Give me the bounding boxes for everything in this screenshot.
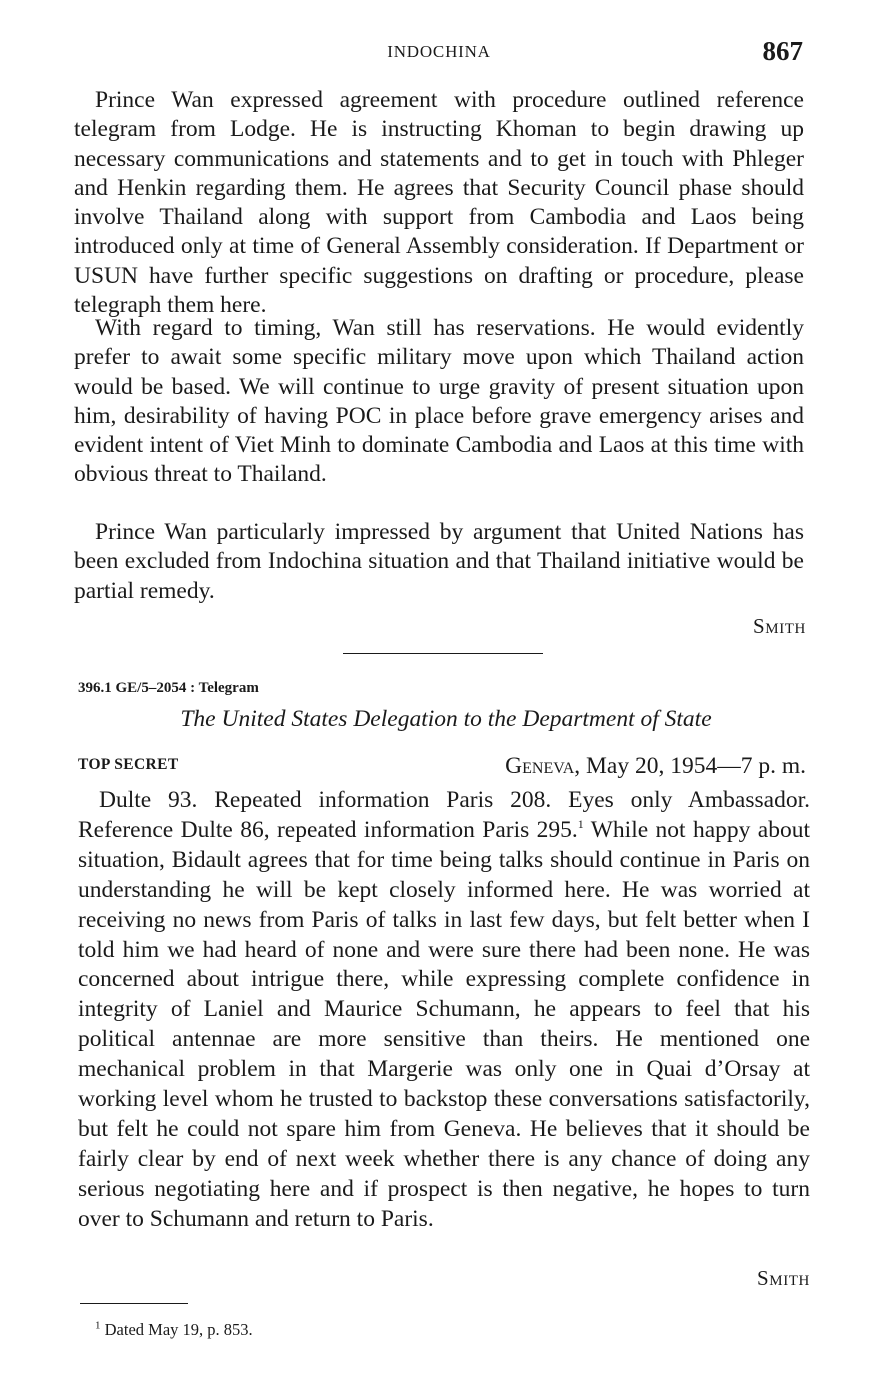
- dateline-place: Geneva: [505, 753, 575, 779]
- footnote-marker: 1: [95, 1319, 101, 1332]
- footnote: [95, 1320, 253, 1340]
- dateline: [505, 753, 806, 780]
- footnote-text: Dated May 19, p. 853.: [100, 1320, 253, 1339]
- section-divider: [343, 653, 543, 654]
- telegram-body-part-1: Dulte 93. Repeated information Paris 208. Eyes only Ambassador. Reference Dulte 86, repeated information Paris 295.: [78, 787, 810, 843]
- document-title: The United States Delegation to the Department of State: [180, 706, 712, 732]
- classification-label: TOP SECRET: [78, 756, 179, 773]
- paragraph-3: Prince Wan particularly impressed by argument that United Nations has been excluded from Indochina situation and that Thailand initiative would be partial remedy.: [74, 519, 804, 604]
- paragraph-2: With regard to timing, Wan still has reservations. He would evidently prefer to await some specific military move upon which Thailand action would be based. We will continue to urge gravity of present situation upon him, desirability of having POC in place before grave emergency arises and evident intent of Viet Minh to dominate Cambodia and Laos at this time with obvious threat to Thailand.: [74, 315, 804, 488]
- paragraph-1: Prince Wan expressed agreement with procedure outlined reference telegram from Lodge. He is instructing Khoman to begin drawing up necessary communications and statements and to get in touch with Phleger and Henkin regarding them. He agrees that Security Council phase should involve Thailand along with support from Cambodia and Laos being introduced only at time of General Assembly consideration. If Department or USUN have further specific suggestions on drafting or procedure, please telegraph them here.: [74, 87, 804, 319]
- page-number: 867: [762, 36, 803, 66]
- signature-smith-1: Smith: [752, 614, 806, 638]
- file-reference: 396.1 GE/5–2054 : Telegram: [78, 680, 259, 696]
- footnote-reference: 1: [577, 817, 584, 832]
- dateline-date: , May 20, 1954—7 p. m.: [574, 753, 806, 779]
- page-header: [75, 36, 803, 70]
- footnote-rule: [80, 1303, 188, 1304]
- telegram-body-part-2: While not happy about situation, Bidault agrees that for time being talks should continue in Paris on understanding he will be kept closely informed here. He was worried at receiving no news from Paris of talks in last few days, but felt better when I told him we had heard of none and were sure there had been none. He was concerned about intrigue there, while expressing complete confidence in integrity of Laniel and Maurice Schumann, he appears to feel that his political antennae are more sensitive than theirs. He mentioned one mechanical problem in that Margerie was only one in Quai d’Orsay at working level whom he trusted to backstop these conversations satisfactorily, but felt he could not spare him from Geneva. He believes that it should be fairly clear by end of next week whether there is any chance of doing any serious negotiating here and if prospect is then negative, he hopes to turn over to Schumann and return to Paris.: [78, 816, 810, 1232]
- telegram-body: [78, 786, 810, 1235]
- running-head: INDOCHINA: [387, 42, 491, 61]
- signature-smith-2: Smith: [756, 1266, 810, 1290]
